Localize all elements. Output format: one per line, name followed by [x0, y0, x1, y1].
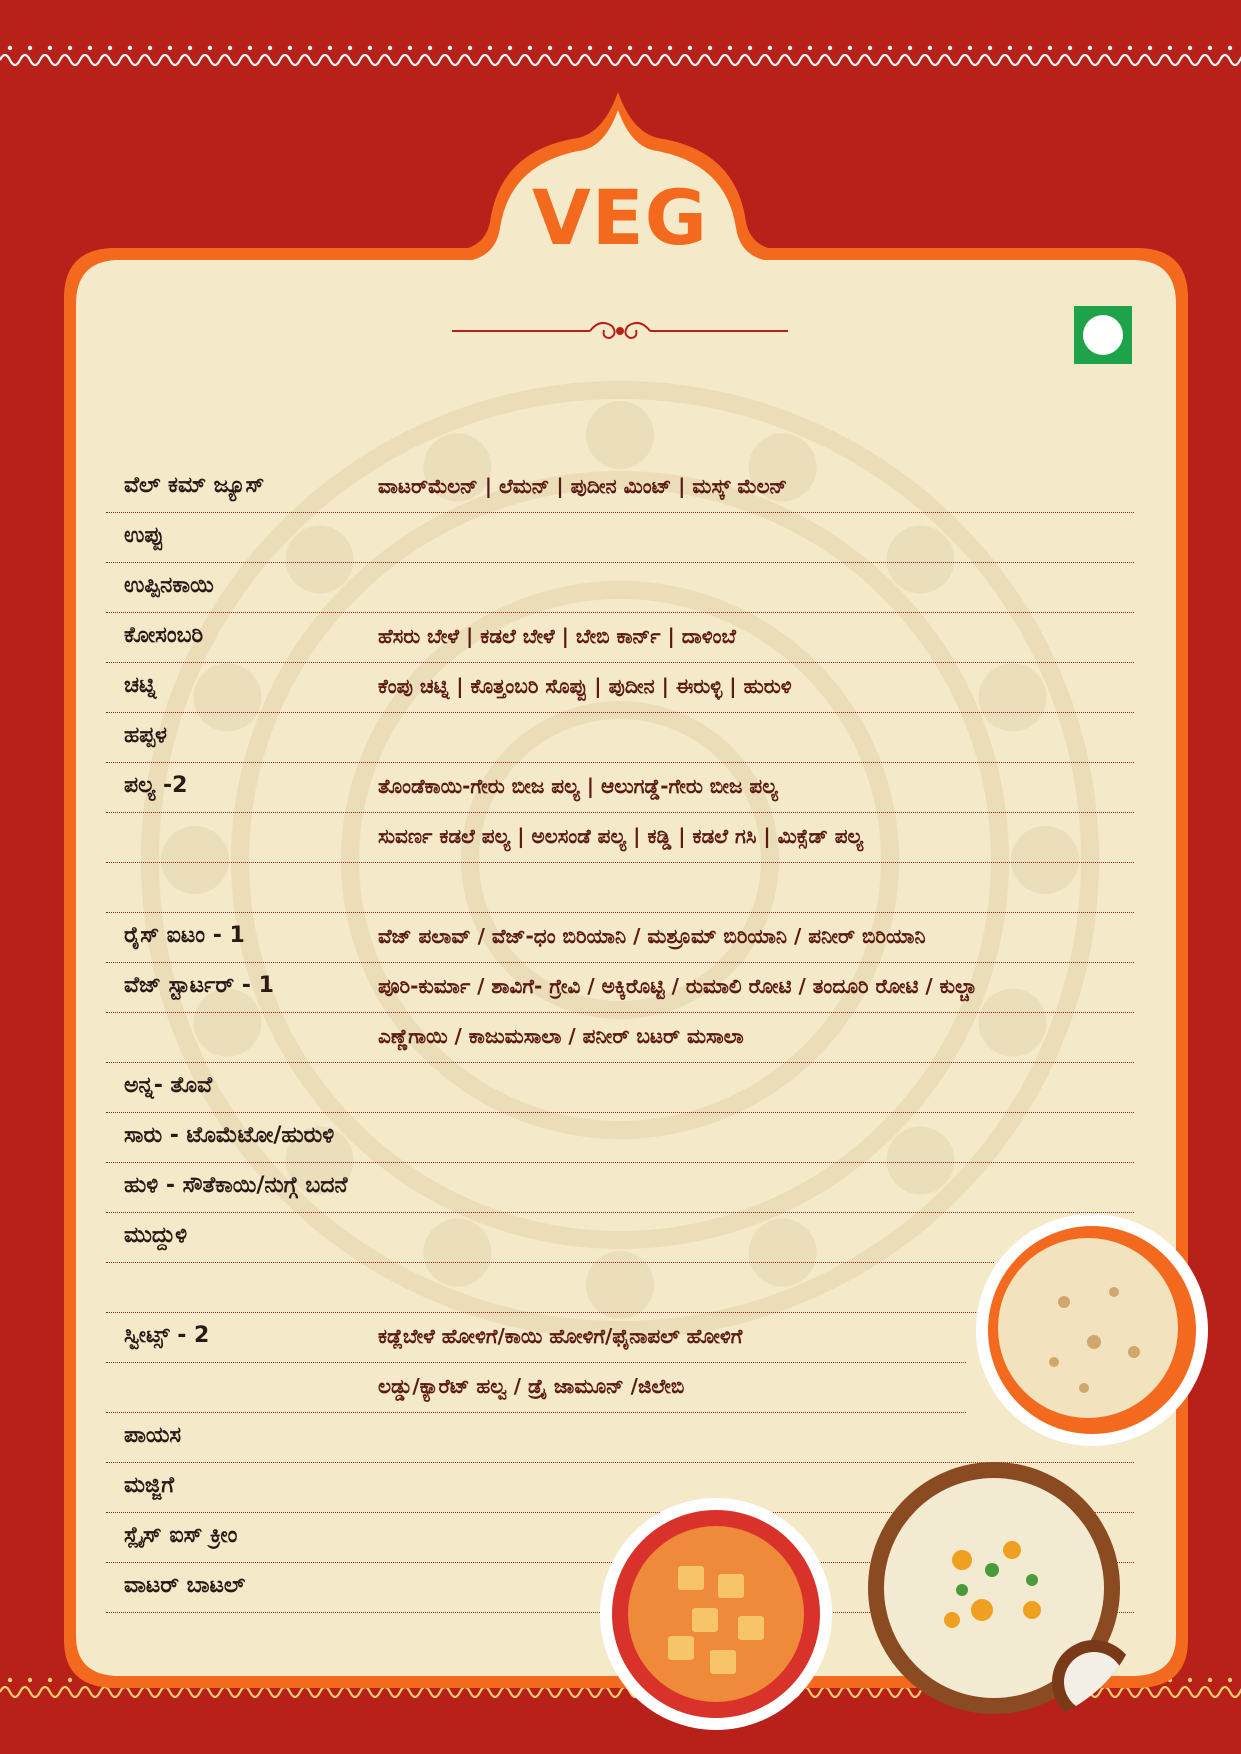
- menu-row-label: ಉಪ್ಪು: [124, 523, 164, 548]
- menu-row: [106, 963, 1134, 1013]
- menu-row: [106, 613, 1134, 663]
- menu-row: [106, 1063, 1134, 1113]
- menu-row-label: ಸಾರು - ಟೊಮೆಟೋ/ಹುರುಳಿ: [124, 1123, 335, 1148]
- menu-row-label: ಅನ್ನ- ತೊವೆ: [124, 1073, 213, 1098]
- menu-row-items: ಹೆಸರು ಬೇಳೆ | ಕಡಲೆ ಬೇಳೆ | ಬೇಬಿ ಕಾರ್ನ್ | ದಾಳಿಂಬೆ: [378, 624, 736, 648]
- menu-row: [106, 763, 1134, 813]
- menu-row-label: ಹಪ್ಪಳ: [124, 723, 167, 748]
- menu-row: [106, 863, 1134, 913]
- menu-row-label: ಕೋಸಂಬರಿ: [124, 623, 204, 648]
- veg-symbol-icon: [1074, 306, 1132, 364]
- menu-row-items: ಕೆಂಪು ಚಟ್ನಿ | ಕೊತ್ತಂಬರಿ ಸೊಪ್ಪು | ಪುದೀನ | ಈರುಳ್ಳಿ | ಹುರುಳಿ: [378, 674, 792, 698]
- paneer-curry-image: [598, 1496, 834, 1732]
- menu-row-items: ವೆಜ್ ಪಲಾವ್ / ವೆಜ್-ಧಂ ಬಿರಿಯಾನಿ / ಮಶ್ರೂಮ್ ಬಿರಿಯಾನಿ / ಪನೀರ್ ಬಿರಿಯಾನಿ: [378, 924, 926, 948]
- biryani-bowl-image: [862, 1460, 1142, 1726]
- menu-row: [106, 1363, 966, 1413]
- menu-row: [106, 713, 1134, 763]
- menu-list: [106, 463, 1134, 1613]
- menu-row: [106, 563, 1134, 613]
- menu-row-label: ಮುದ್ದುಳಿ: [124, 1223, 188, 1248]
- menu-row-items: ವಾಟರ್‌ಮೆಲನ್ | ಲೆಮನ್ | ಪುದೀನ ಮಿಂಟ್ | ಮಸ್ಕ್ ಮೆಲನ್: [378, 474, 788, 498]
- menu-row: [106, 463, 1134, 513]
- menu-row-label: ಉಪ್ಪಿನಕಾಯಿ: [124, 573, 214, 598]
- menu-row: [106, 1163, 1134, 1213]
- menu-row-label: ವೆಜ್ ಸ್ಟಾರ್ಟರ್ - 1: [124, 973, 274, 998]
- menu-row-label: ವಾಟರ್ ಬಾಟಲ್: [124, 1573, 246, 1598]
- menu-row-label: ವೆಲ್ ಕಮ್ ಜ್ಯೂಸ್: [124, 473, 265, 498]
- menu-row-items: ಎಣ್ಣೆಗಾಯಿ / ಕಾಜುಮಸಾಲಾ / ಪನೀರ್ ಬಟರ್ ಮಸಾಲಾ: [378, 1024, 744, 1048]
- menu-row: [106, 913, 1134, 963]
- menu-row: [106, 1313, 966, 1363]
- page-title: VEG: [531, 173, 709, 262]
- menu-row-label: ಸ್ಲೈಸ್ ಐಸ್ ಕ್ರೀಂ: [124, 1523, 238, 1548]
- menu-row: [106, 663, 1134, 713]
- menu-row-items: ಲಡ್ಡು/ಕ್ಯಾರೆಟ್ ಹಲ್ವ / ಡ್ರೈ ಜಾಮೂನ್ /ಜಿಲೇಬಿ: [378, 1374, 685, 1398]
- menu-row: [106, 513, 1134, 563]
- menu-row: [106, 1113, 1134, 1163]
- menu-row: [106, 1413, 1134, 1463]
- menu-row-items: ತೊಂಡೆಕಾಯಿ-ಗೇರು ಬೀಜ ಪಲ್ಯ | ಆಲುಗಡ್ಡೆ-ಗೇರು ಬೀಜ ಪಲ್ಯ: [378, 774, 778, 798]
- menu-row-label: ಸ್ವೀಟ್ಸ್ - 2: [124, 1323, 210, 1348]
- menu-row: [106, 1213, 994, 1263]
- menu-row-label: ಚಟ್ನಿ: [124, 673, 157, 698]
- menu-row: [106, 1013, 1134, 1063]
- menu-row-label: ಪಾಯಸ: [124, 1423, 182, 1448]
- menu-row-items: ಕಡ್ಲೆಬೇಳೆ ಹೋಳಿಗೆ/ಕಾಯಿ ಹೋಳಿಗೆ/ಫೈನಾಪಲ್ ಹೋಳಿಗೆ: [378, 1324, 743, 1348]
- roti-plate-image: [974, 1212, 1210, 1448]
- menu-row-label: ಹುಳಿ - ಸೌತೆಕಾಯಿ/ನುಗ್ಗೆ ಬದನೆ: [124, 1173, 348, 1198]
- menu-row: [106, 813, 1134, 863]
- menu-row-label: ಪಲ್ಯ -2: [124, 773, 188, 798]
- menu-row-items: ಸುವರ್ಣ ಕಡಲೆ ಪಲ್ಯ | ಅಲಸಂಡೆ ಪಲ್ಯ | ಕಡ್ಡಿ | ಕಡಲೆ ಗಸಿ | ಮಿಕ್ಸೆಡ್ ಪಲ್ಯ: [378, 824, 864, 848]
- menu-row-items: ಪೂರಿ-ಕುರ್ಮಾ / ಶಾವಿಗೆ- ಗ್ರೇವಿ / ಅಕ್ಕಿರೊಟ್ಟಿ / ರುಮಾಲಿ ರೋಟಿ / ತಂದೂರಿ ರೋಟಿ / ಕುಲ್ಚಾ: [378, 974, 978, 998]
- menu-row-label: ರೈಸ್ ಐಟಂ - 1: [124, 923, 245, 948]
- menu-row: [106, 1263, 994, 1313]
- menu-row-label: ಮಜ್ಜಿಗೆ: [124, 1473, 174, 1498]
